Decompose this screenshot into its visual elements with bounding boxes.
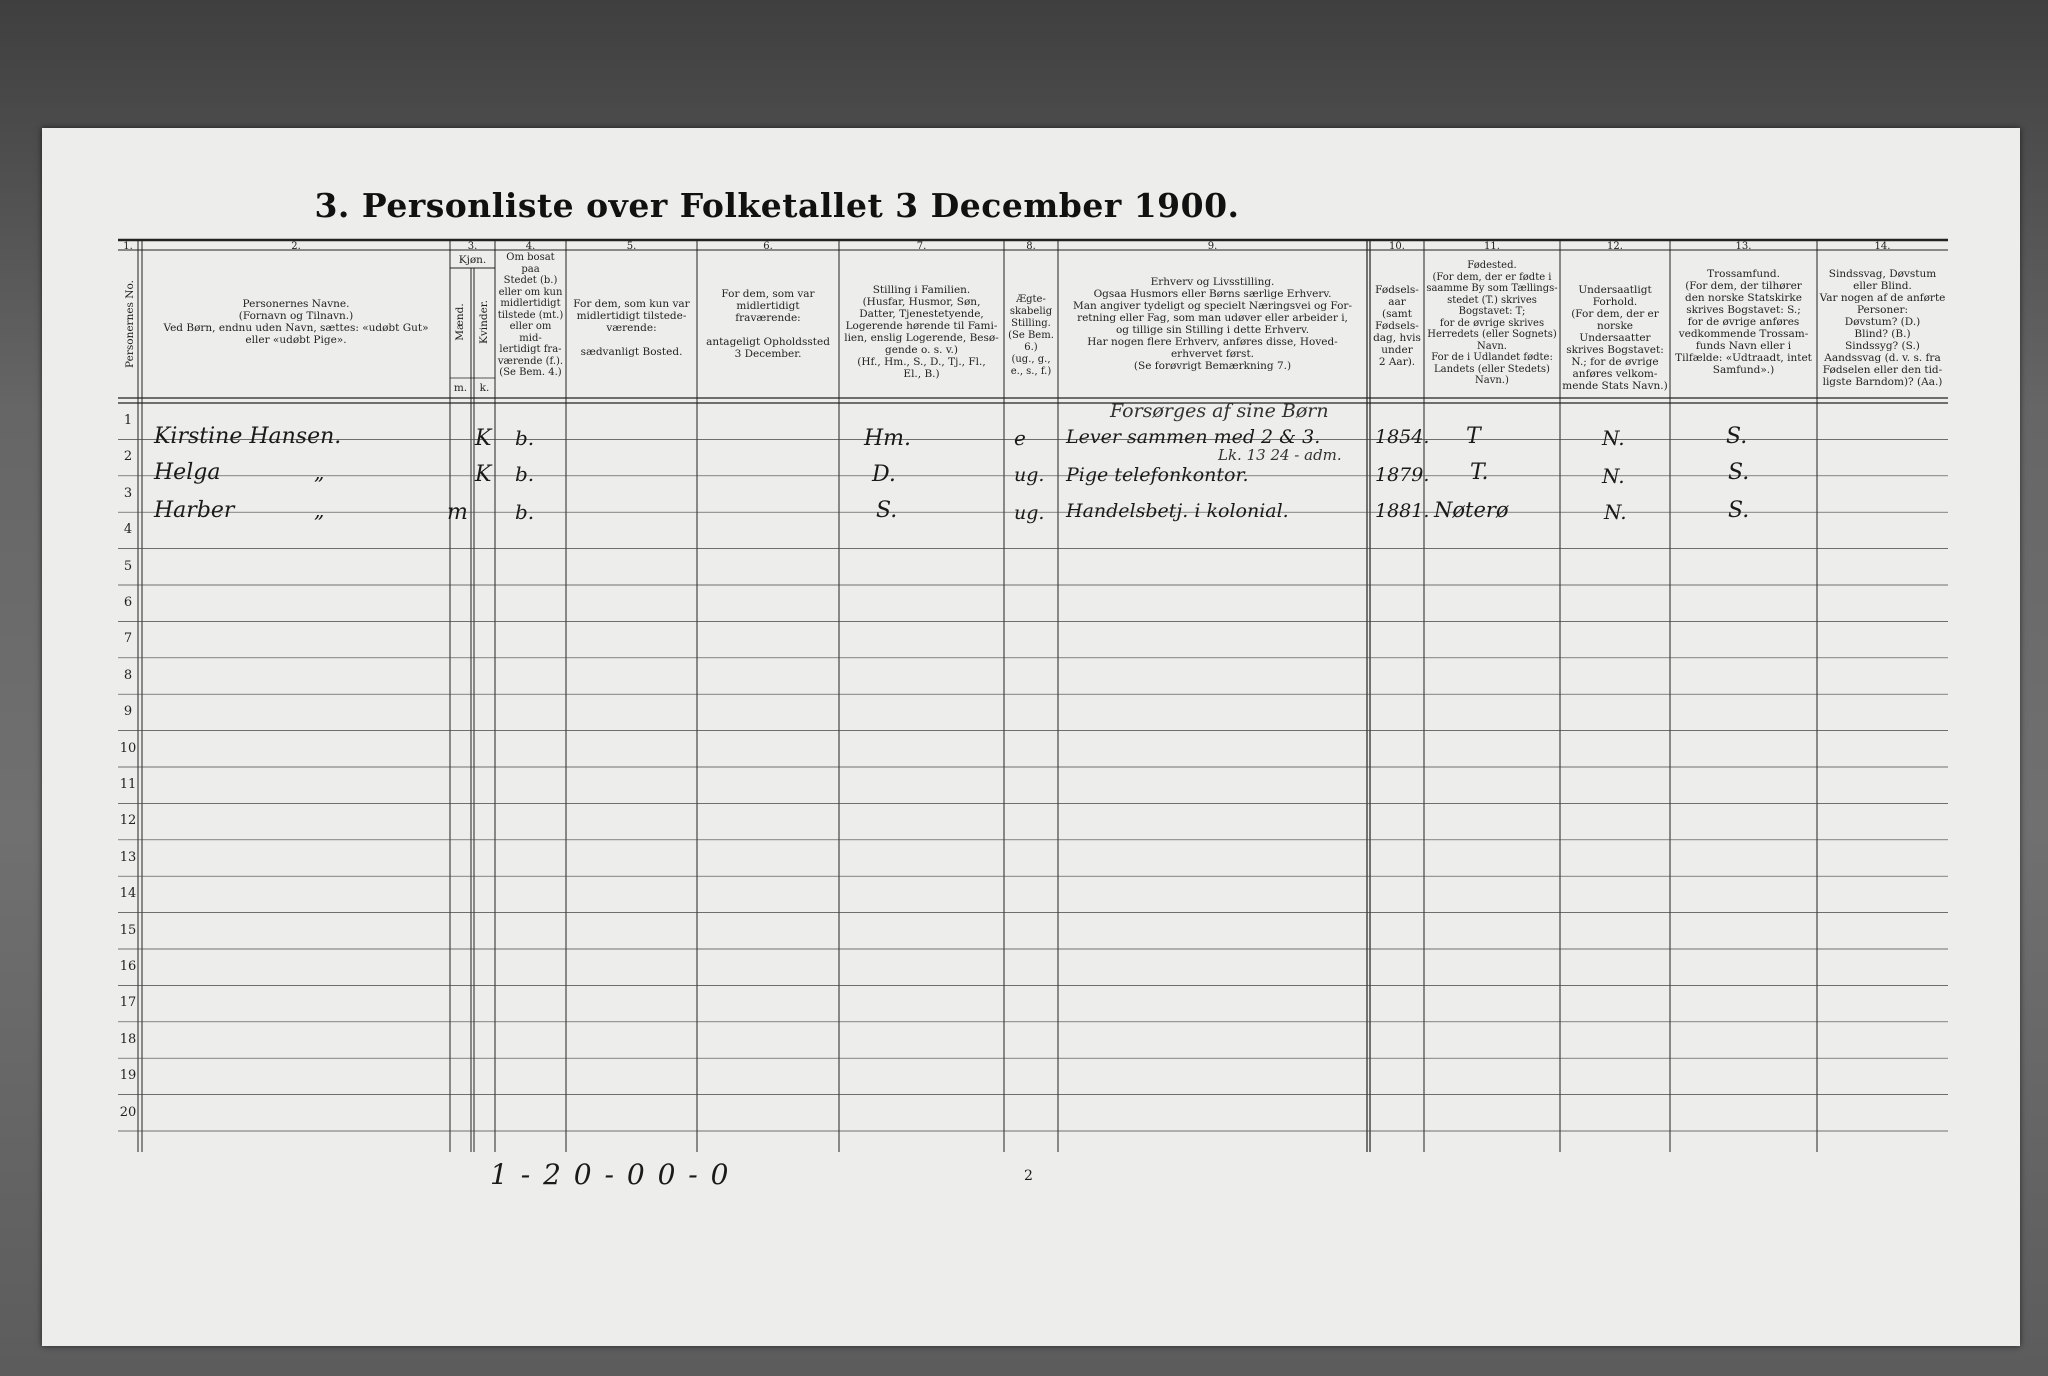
row-number-13: 13: [119, 849, 137, 865]
footer-tally: 1 - 2 0 - 0 0 - 0: [490, 1158, 731, 1191]
header-bosat: Om bosat paa Stedet (b.) eller om kun midlertidigt tilstede (mt.) eller om mid- lertidigt fra- værende (f.). (Se Bem. 4.): [497, 252, 564, 378]
entry-2-aegte: ug.: [1014, 464, 1045, 486]
col-number-5: 5.: [626, 241, 637, 252]
header-m-short: m.: [453, 382, 468, 394]
row-number-5: 5: [123, 558, 133, 574]
header-midl-tilstede: For dem, som kun var midlertidigt tilstede- værende: sædvanligt Bosted.: [573, 298, 690, 358]
col-number-3: 3.: [467, 241, 478, 252]
row-number-12: 12: [119, 813, 137, 829]
entry-2-fodested: T.: [1470, 460, 1489, 485]
entry-3-aar: 1881.: [1375, 500, 1430, 522]
header-fodselsaar: Fødsels- aar (samt Fødsels- dag, hvis under 2 Aar).: [1373, 284, 1421, 368]
entry-2-aar: 1879.: [1375, 464, 1430, 486]
row-number-20: 20: [119, 1104, 137, 1120]
entry-3-aegte: ug.: [1014, 502, 1045, 524]
entry-1-stilling: Hm.: [864, 426, 912, 451]
entry-2-undersaat: N.: [1602, 464, 1625, 488]
entry-2-erhverv: Pige telefonkontor.: [1066, 464, 1249, 486]
col-number-11: 11.: [1484, 241, 1500, 252]
row-number-10: 10: [119, 740, 137, 756]
entry-1-fodested: T: [1466, 424, 1481, 449]
row-number-9: 9: [123, 704, 133, 720]
col-number-2: 2.: [291, 241, 301, 252]
entry-3-bosat: b.: [515, 500, 535, 524]
col-number-10: 10.: [1389, 241, 1405, 252]
col-number-7: 7.: [916, 241, 927, 252]
header-trossamfund: Trossamfund. (For dem, der tilhører den norske Statskirke skrives Bogstavet: S.; for de øvrige anføres vedkommende Trossam- funds Navn eller i Tilfælde: «Udtraadt, intet Samfund».): [1675, 268, 1812, 376]
header-kjon: Kjøn.: [458, 254, 487, 266]
col-number-14: 14.: [1874, 241, 1891, 252]
row-number-6: 6: [123, 595, 133, 610]
row-number-11: 11: [119, 777, 137, 792]
entry-3-name: Harber: [154, 498, 235, 523]
row-number-14: 14: [119, 886, 137, 902]
census-form-page: [42, 128, 2020, 1346]
col-number-9: 9.: [1207, 241, 1218, 252]
entry-2-erhverv-note: Lk. 13 24 - adm.: [1218, 446, 1342, 464]
header-stilling-familien: Stilling i Familien. (Husfar, Husmor, Søn, Datter, Tjenestetyende, Logerende hørende til Fami- lien, enslig Logerende, Besø- gende o. s. v.) (Hf., Hm., S., D., Tj., Fl., El., B.): [844, 284, 999, 380]
header-midl-fravaer: For dem, som var midlertidigt fraværende: antageligt Opholdssted 3 December.: [706, 288, 830, 360]
row-number-18: 18: [119, 1031, 137, 1047]
entry-2-name: Helga: [154, 460, 221, 485]
entry-1-bosat: b.: [515, 426, 535, 450]
entry-3-fodested: Nøterø: [1434, 498, 1509, 522]
entry-1-k: K: [475, 426, 492, 451]
entry-1-aegte: e: [1014, 426, 1026, 450]
header-aegteskab: Ægte- skabelig Stilling. (Se Bem. 6.) (ug., g., e., s., f.): [1008, 294, 1054, 377]
entry-3-m: m: [447, 500, 468, 525]
col-number-12: 12.: [1607, 241, 1623, 252]
entry-2-ditto: „: [314, 460, 325, 484]
entry-1-aar: 1854.: [1375, 426, 1430, 448]
row-number-1: 1: [123, 413, 133, 428]
row-number-17: 17: [119, 995, 137, 1011]
entry-3-undersaat: N.: [1604, 500, 1627, 524]
footer-page-number: 2: [1024, 1168, 1033, 1184]
col-number-4: 4.: [525, 241, 536, 252]
entry-3-stilling: S.: [876, 498, 898, 523]
col-number-8: 8.: [1026, 241, 1036, 252]
header-erhverv: Erhverv og Livsstilling. Ogsaa Husmors eller Børns særlige Erhverv. Man angiver tydeligt og specielt Næringsvei og For- retning eller Fag, som man udøver eller arbeider i, og tillige sin Stilling i dette Erhverv. Har nogen flere Erhverv, anføres disse, Hoved- erhvervet først. (Se forøvrigt Bemærkning 7.): [1073, 276, 1352, 372]
entry-1-undersaat: N.: [1602, 426, 1625, 450]
entry-3-ditto: „: [314, 498, 325, 522]
row-number-7: 7: [123, 631, 133, 647]
row-number-2: 2: [123, 449, 133, 465]
row-number-19: 19: [119, 1068, 137, 1084]
entry-3-erhverv: Handelsbetj. i kolonial.: [1066, 500, 1289, 522]
row-number-4: 4: [123, 522, 133, 538]
row-number-16: 16: [119, 959, 137, 974]
entry-2-stilling: D.: [872, 462, 896, 487]
header-undersaat: Undersaatligt Forhold. (For dem, der er norske Undersaatter skrives Bogstavet: N.; for de øvrige anføres velkom- mende Stats Navn.): [1562, 284, 1668, 392]
col-number-13: 13.: [1735, 241, 1752, 252]
entry-2-k: K: [475, 462, 492, 487]
header-k-short: k.: [479, 382, 490, 394]
entry-1-tro: S.: [1726, 424, 1748, 449]
header-maend: Mænd.: [454, 303, 466, 341]
col-number-6: 6.: [763, 241, 773, 252]
entry-2-bosat: b.: [515, 462, 535, 486]
header-fodested: Fødested. (For dem, der er fødte i saamme By som Tællings- stedet (T.) skrives Bogstavet: T; for de øvrige skrives Herredets (eller Sognets) Navn. For de i Udlandet fødte: Landets (eller Stedets) Navn.): [1426, 260, 1558, 386]
header-kvinder: Kvinder.: [478, 299, 490, 345]
row-number-3: 3: [123, 485, 133, 501]
entry-1-erhverv-note: Forsørges af sine Børn: [1110, 400, 1329, 422]
row-number-8: 8: [123, 667, 133, 683]
header-sindssvag: Sindssvag, Døvstum eller Blind. Var nogen af de anførte Personer: Døvstum? (D.) Blind? (B.) Sindssyg? (S.) Aandssvag (d. v. s. fra Fødselen eller den tid- ligste Barndom)? (Aa.): [1819, 268, 1946, 388]
header-person-no: Personernes No.: [124, 280, 136, 368]
entry-1-erhverv: Lever sammen med 2 & 3.: [1066, 426, 1321, 448]
entry-3-tro: S.: [1728, 498, 1750, 523]
col-number-1: 1.: [123, 241, 133, 252]
form-title: 3. Personliste over Folketallet 3 December 1900.: [314, 186, 1240, 225]
header-names: Personernes Navne. (Fornavn og Tilnavn.) Ved Børn, endnu uden Navn, sættes: «udøbt Gut» eller «udøbt Pige».: [163, 298, 429, 346]
entry-2-tro: S.: [1728, 460, 1750, 485]
entry-1-name: Kirstine Hansen.: [154, 424, 342, 449]
row-number-15: 15: [119, 922, 137, 938]
